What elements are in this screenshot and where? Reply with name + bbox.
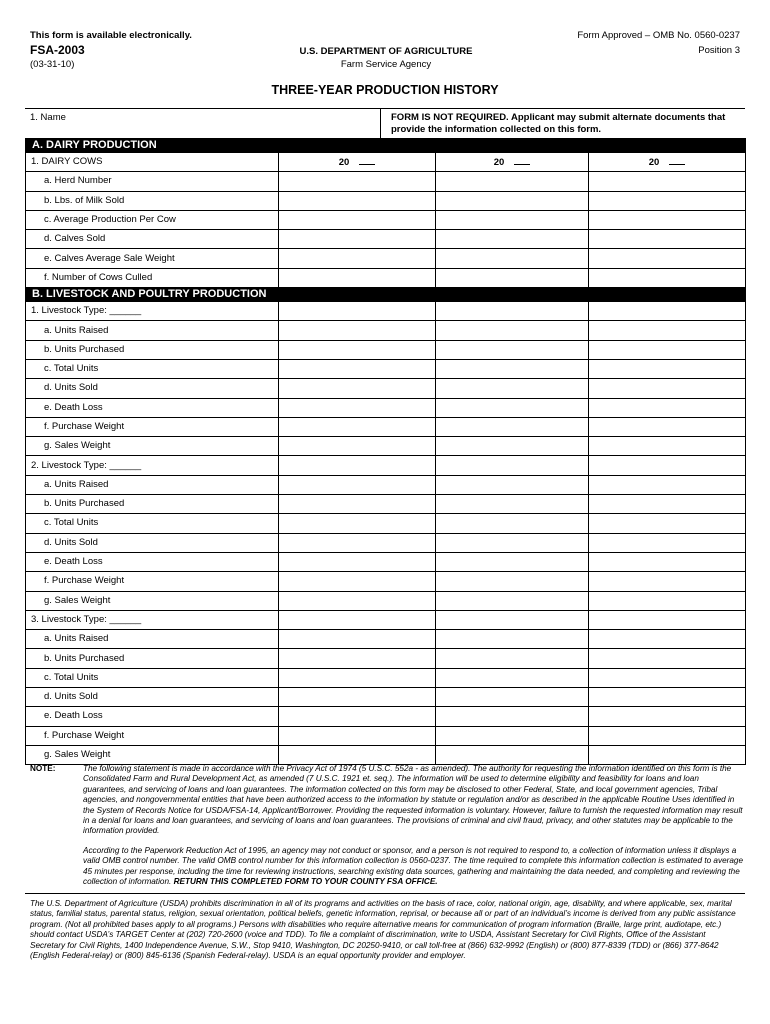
name-divider (380, 108, 381, 138)
livestock-row-label: f. Purchase Weight (26, 417, 279, 436)
livestock-2-type-year1-cell[interactable] (279, 456, 436, 475)
department-name: U.S. DEPARTMENT OF AGRICULTURE (299, 46, 473, 57)
note-label: NOTE: (30, 764, 56, 773)
livestock-1-row-4-year1-cell[interactable] (279, 398, 436, 417)
privacy-act-statement: The following statement is made in accordance with the Privacy Act of 1974 (5 U.S.C. 552a - as amended). The authority for requesting the information identified on this form is the Consolidated Farm and Rural Development Act, as amended (7 U.S.C. 1921 et. seq.). The information will be used to determine eligibility and feasibility for loans and loan guarantees, and servicing of loans and loan guarantees. The information collected on this form may be disclosed to other Federal, State, and local government agencies, Tribal agencies, and nongovernmental entities that have been authorized access to the information by statute or regulation and/or as described in the applicable Routine Uses identified in the System of Records Notice for USDA/FSA-14, Applicant/Borrower. Providing the requested information is voluntary. However, failure to furnish the requested information may result in a denial for loans and loan guarantees, and servicing of loans and loan guarantees. The provisions of criminal and civil fraud, privacy, and other statutes may be applicable to the information provided. (83, 764, 743, 836)
livestock-2-row-1-year1-cell[interactable] (279, 495, 436, 514)
livestock-row-label: a. Units Raised (26, 630, 279, 649)
livestock-row-label: e. Death Loss (26, 707, 279, 726)
dairy-row-1-year3-cell[interactable] (589, 191, 746, 210)
livestock-row (26, 630, 746, 649)
livestock-2-row-0-year2-cell[interactable] (436, 475, 589, 494)
electronic-availability-note: This form is available electronically. (30, 30, 192, 41)
livestock-row (26, 514, 746, 533)
dairy-row-4-year1-cell[interactable] (279, 249, 436, 268)
omb-approval: Form Approved – OMB No. 0560-0237 (577, 30, 740, 41)
livestock-row (26, 649, 746, 668)
year-prefix: 20 (338, 156, 350, 168)
dairy-row-1-year2-cell[interactable] (436, 191, 589, 210)
livestock-3-row-0-year3-cell[interactable] (589, 630, 746, 649)
livestock-row-label: c. Total Units (26, 359, 279, 378)
livestock-2-row-2-year3-cell[interactable] (589, 514, 746, 533)
dairy-row-5-year3-cell[interactable] (589, 268, 746, 287)
top-rule (25, 108, 745, 109)
dairy-row-3-year3-cell[interactable] (589, 230, 746, 249)
year-suffix-blank[interactable] (514, 156, 530, 165)
livestock-3-row-1-year2-cell[interactable] (436, 649, 589, 668)
livestock-3-row-4-year1-cell[interactable] (279, 707, 436, 726)
livestock-3-row-5-year2-cell[interactable] (436, 726, 589, 745)
livestock-1-row-3-year3-cell[interactable] (589, 379, 746, 398)
dairy-row (26, 210, 746, 229)
livestock-3-row-2-year2-cell[interactable] (436, 668, 589, 687)
livestock-type-row (26, 302, 746, 321)
livestock-3-row-6-year1-cell[interactable] (279, 745, 436, 764)
livestock-row-label: b. Units Purchased (26, 495, 279, 514)
bottom-rule (25, 893, 745, 894)
section-a-header (26, 139, 746, 153)
dairy-row-4-year2-cell[interactable] (436, 249, 589, 268)
livestock-row (26, 552, 746, 571)
livestock-type-row-label: 3. Livestock Type: ______ (26, 610, 279, 629)
dairy-row-2-year1-cell[interactable] (279, 210, 436, 229)
livestock-1-row-0-year1-cell[interactable] (279, 321, 436, 340)
livestock-1-row-6-year2-cell[interactable] (436, 437, 589, 456)
dairy-row (26, 230, 746, 249)
dairy-row-2-year2-cell[interactable] (436, 210, 589, 229)
livestock-row (26, 688, 746, 707)
livestock-2-row-5-year2-cell[interactable] (436, 572, 589, 591)
livestock-1-row-1-year1-cell[interactable] (279, 340, 436, 359)
note-body (83, 764, 743, 896)
dairy-row-3-year2-cell[interactable] (436, 230, 589, 249)
livestock-row-label: b. Units Purchased (26, 340, 279, 359)
livestock-3-row-4-year3-cell[interactable] (589, 707, 746, 726)
livestock-row (26, 745, 746, 764)
year-header-2 (436, 153, 589, 172)
livestock-2-row-6-year2-cell[interactable] (436, 591, 589, 610)
livestock-row (26, 495, 746, 514)
livestock-3-row-6-year3-cell[interactable] (589, 745, 746, 764)
livestock-row (26, 591, 746, 610)
livestock-type-row-label: 2. Livestock Type: ______ (26, 456, 279, 475)
dairy-row-5-year2-cell[interactable] (436, 268, 589, 287)
production-history-table (25, 138, 746, 765)
livestock-2-row-0-year3-cell[interactable] (589, 475, 746, 494)
livestock-1-row-4-year3-cell[interactable] (589, 398, 746, 417)
dairy-row-2-year3-cell[interactable] (589, 210, 746, 229)
section-a-header-title: A. DAIRY PRODUCTION (26, 139, 746, 153)
livestock-2-row-3-year3-cell[interactable] (589, 533, 746, 552)
form-number: FSA-2003 (30, 43, 85, 57)
dairy-row-5-year1-cell[interactable] (279, 268, 436, 287)
livestock-3-row-0-year2-cell[interactable] (436, 630, 589, 649)
livestock-3-row-1-year1-cell[interactable] (279, 649, 436, 668)
dairy-row-label: f. Number of Cows Culled (26, 268, 279, 287)
livestock-1-type-year1-cell[interactable] (279, 302, 436, 321)
livestock-row-label: d. Units Sold (26, 533, 279, 552)
livestock-row-label: e. Death Loss (26, 398, 279, 417)
dairy-row-1-year1-cell[interactable] (279, 191, 436, 210)
livestock-2-row-3-year2-cell[interactable] (436, 533, 589, 552)
livestock-row (26, 437, 746, 456)
year-prefix: 20 (493, 156, 505, 168)
livestock-row-label: f. Purchase Weight (26, 572, 279, 591)
livestock-2-row-2-year2-cell[interactable] (436, 514, 589, 533)
year-header-3 (589, 153, 746, 172)
livestock-2-row-4-year3-cell[interactable] (589, 552, 746, 571)
livestock-row-label: g. Sales Weight (26, 437, 279, 456)
dairy-row (26, 191, 746, 210)
dairy-row-label: d. Calves Sold (26, 230, 279, 249)
dairy-row-4-year3-cell[interactable] (589, 249, 746, 268)
section-b-header-title: B. LIVESTOCK AND POULTRY PRODUCTION (26, 288, 746, 302)
year-suffix-blank[interactable] (669, 156, 685, 165)
dairy-row-0-year2-cell[interactable] (436, 172, 589, 191)
livestock-1-row-0-year2-cell[interactable] (436, 321, 589, 340)
livestock-1-row-6-year3-cell[interactable] (589, 437, 746, 456)
dairy-row (26, 172, 746, 191)
year-suffix-blank[interactable] (359, 156, 375, 165)
livestock-row-label: c. Total Units (26, 668, 279, 687)
livestock-3-row-1-year3-cell[interactable] (589, 649, 746, 668)
livestock-3-row-3-year3-cell[interactable] (589, 688, 746, 707)
livestock-type-row-label: 1. Livestock Type: ______ (26, 302, 279, 321)
livestock-row-label: a. Units Raised (26, 321, 279, 340)
livestock-3-row-6-year2-cell[interactable] (436, 745, 589, 764)
livestock-1-row-1-year3-cell[interactable] (589, 340, 746, 359)
livestock-2-row-1-year3-cell[interactable] (589, 495, 746, 514)
livestock-2-row-4-year2-cell[interactable] (436, 552, 589, 571)
livestock-2-row-5-year1-cell[interactable] (279, 572, 436, 591)
livestock-row (26, 707, 746, 726)
dairy-row-0-year3-cell[interactable] (589, 172, 746, 191)
livestock-1-row-2-year2-cell[interactable] (436, 359, 589, 378)
livestock-row (26, 572, 746, 591)
livestock-1-row-3-year1-cell[interactable] (279, 379, 436, 398)
livestock-3-row-5-year1-cell[interactable] (279, 726, 436, 745)
dairy-row-0-year1-cell[interactable] (279, 172, 436, 191)
livestock-type-row (26, 456, 746, 475)
livestock-2-type-year3-cell[interactable] (589, 456, 746, 475)
livestock-1-row-4-year2-cell[interactable] (436, 398, 589, 417)
livestock-3-row-4-year2-cell[interactable] (436, 707, 589, 726)
livestock-1-type-year2-cell[interactable] (436, 302, 589, 321)
dairy-row (26, 268, 746, 287)
position-label: Position 3 (698, 45, 740, 56)
livestock-1-row-2-year1-cell[interactable] (279, 359, 436, 378)
dairy-row-label: b. Lbs. of Milk Sold (26, 191, 279, 210)
livestock-1-row-3-year2-cell[interactable] (436, 379, 589, 398)
agency-name: Farm Service Agency (340, 59, 432, 70)
livestock-row-label: g. Sales Weight (26, 591, 279, 610)
dairy-row-3-year1-cell[interactable] (279, 230, 436, 249)
livestock-3-type-year3-cell[interactable] (589, 610, 746, 629)
livestock-row (26, 726, 746, 745)
livestock-row (26, 359, 746, 378)
name-field-label: 1. Name (30, 112, 66, 123)
livestock-row-label: a. Units Raised (26, 475, 279, 494)
livestock-1-row-5-year3-cell[interactable] (589, 417, 746, 436)
livestock-row (26, 379, 746, 398)
return-instruction: RETURN THIS COMPLETED FORM TO YOUR COUNTY FSA OFFICE. (173, 877, 438, 887)
livestock-row (26, 321, 746, 340)
year-prefix: 20 (648, 156, 660, 168)
livestock-1-row-0-year3-cell[interactable] (589, 321, 746, 340)
livestock-2-row-4-year1-cell[interactable] (279, 552, 436, 571)
dairy-row-label: a. Herd Number (26, 172, 279, 191)
nondiscrimination-statement: The U.S. Department of Agriculture (USDA) prohibits discrimination in all of its programs and activities on the basis of race, color, national origin, age, disability, and where applicable, sex, marital status, familial status, parental status, religion, sexual orientation, political beliefs, genetic information, reprisal, or because all or part of an individual’s income is derived from any public assistance program. (Not all prohibited bases apply to all programs.) Persons with disabilities who require alternative means for communication of program information (Braille, large print, audiotape, etc.) should contact USDA’s TARGET Center at (202) 720-2600 (voice and TDD). To file a complaint of discrimination, write to USDA, Assistant Secretary for Civil Rights, Office of the Assistant Secretary for Civil Rights, 1400 Independence Avenue, S.W., Stop 9410, Washington, DC 20250-9410, or call toll-free at (866) 632-9992 (English) or (800) 877-8339 (TDD) or (866) 377-8642 (English Federal-relay) or (800) 845-6136 (Spanish Federal-relay). USDA is an equal opportunity provider and employer. (30, 899, 736, 961)
livestock-row (26, 417, 746, 436)
livestock-1-row-2-year3-cell[interactable] (589, 359, 746, 378)
dairy-cows-label: 1. DAIRY COWS (26, 153, 279, 172)
livestock-2-row-3-year1-cell[interactable] (279, 533, 436, 552)
livestock-row-label: b. Units Purchased (26, 649, 279, 668)
form-not-required-notice: FORM IS NOT REQUIRED. Applicant may submit alternate documents that provide the information collected on this form. (391, 112, 726, 135)
dairy-row-label: c. Average Production Per Cow (26, 210, 279, 229)
page-title: THREE-YEAR PRODUCTION HISTORY (271, 83, 499, 97)
livestock-row-label: f. Purchase Weight (26, 726, 279, 745)
livestock-3-type-year2-cell[interactable] (436, 610, 589, 629)
livestock-1-row-6-year1-cell[interactable] (279, 437, 436, 456)
year-header-1 (279, 153, 436, 172)
livestock-3-row-3-year2-cell[interactable] (436, 688, 589, 707)
livestock-row (26, 398, 746, 417)
paperwork-reduction-statement (83, 846, 743, 888)
livestock-1-row-5-year2-cell[interactable] (436, 417, 589, 436)
livestock-1-type-year3-cell[interactable] (589, 302, 746, 321)
livestock-2-row-5-year3-cell[interactable] (589, 572, 746, 591)
livestock-2-type-year2-cell[interactable] (436, 456, 589, 475)
livestock-3-row-0-year1-cell[interactable] (279, 630, 436, 649)
livestock-row-label: e. Death Loss (26, 552, 279, 571)
livestock-type-row (26, 610, 746, 629)
livestock-1-row-5-year1-cell[interactable] (279, 417, 436, 436)
dairy-cows-row (26, 153, 746, 172)
dairy-row (26, 249, 746, 268)
agency-block (256, 45, 516, 71)
livestock-row (26, 533, 746, 552)
livestock-2-row-2-year1-cell[interactable] (279, 514, 436, 533)
dairy-row-label: e. Calves Average Sale Weight (26, 249, 279, 268)
section-b-header (26, 288, 746, 302)
livestock-2-row-0-year1-cell[interactable] (279, 475, 436, 494)
livestock-2-row-6-year3-cell[interactable] (589, 591, 746, 610)
livestock-row-label: d. Units Sold (26, 688, 279, 707)
livestock-row (26, 475, 746, 494)
livestock-2-row-6-year1-cell[interactable] (279, 591, 436, 610)
livestock-row-label: c. Total Units (26, 514, 279, 533)
livestock-3-row-5-year3-cell[interactable] (589, 726, 746, 745)
paperwork-text: According to the Paperwork Reduction Act of 1995, an agency may not conduct or sponsor, and a person is not required to respond to, a collection of information unless it displays a valid OMB control number. The valid OMB control number for this information collection is 0560-0237. The time required to complete this information collection is estimated to average 45 minutes per response, including the time for reviewing instructions, searching existing data sources, gathering and maintaining the data needed, and completing and reviewing the collection of information. (83, 845, 744, 887)
livestock-1-row-1-year2-cell[interactable] (436, 340, 589, 359)
livestock-3-type-year1-cell[interactable] (279, 610, 436, 629)
livestock-3-row-3-year1-cell[interactable] (279, 688, 436, 707)
livestock-3-row-2-year1-cell[interactable] (279, 668, 436, 687)
form-date: (03-31-10) (30, 59, 75, 70)
livestock-row (26, 668, 746, 687)
livestock-row-label: g. Sales Weight (26, 745, 279, 764)
livestock-3-row-2-year3-cell[interactable] (589, 668, 746, 687)
livestock-row-label: d. Units Sold (26, 379, 279, 398)
livestock-2-row-1-year2-cell[interactable] (436, 495, 589, 514)
livestock-row (26, 340, 746, 359)
